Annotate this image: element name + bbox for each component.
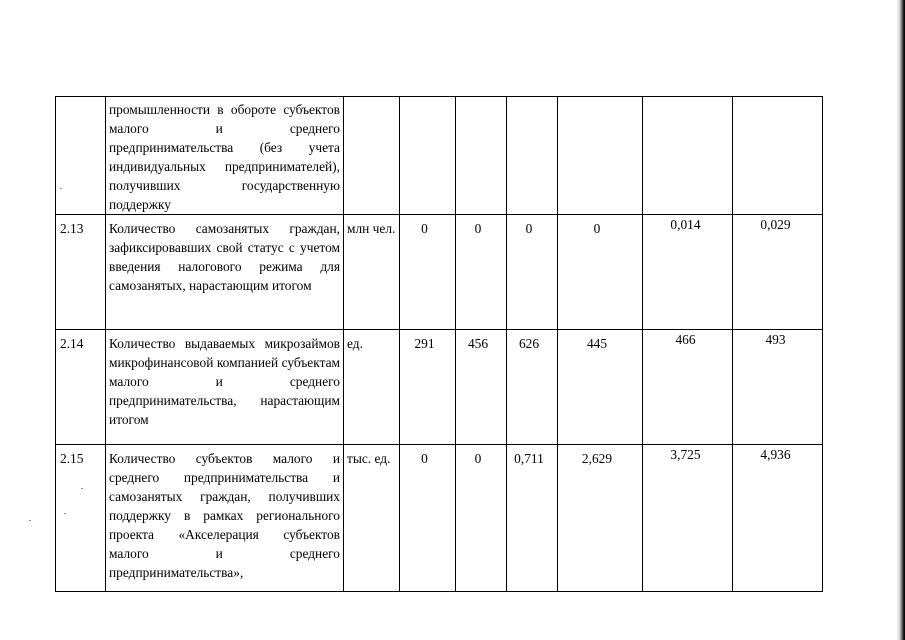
value-cell xyxy=(456,97,507,215)
value-cell xyxy=(507,97,558,215)
row-number: 2.13 xyxy=(56,215,106,330)
row-number: 2.15 xyxy=(56,445,106,592)
value-cell: 4,936 xyxy=(733,445,823,592)
unit-cell: млн чел. xyxy=(344,215,400,330)
scan-speck xyxy=(60,188,62,189)
indicator-name: Количество субъектов малого и среднего предпринимательства и самозанятых граждан, получивших поддержку в рамках регионального проекта «Акселерация субъектов малого и среднего предпринимательства», xyxy=(106,445,344,592)
value-cell: 456 xyxy=(456,330,507,445)
indicator-name: Количество выдаваемых микрозаймов микрофинансовой компанией субъектам малого и среднего предпринимательства, нарастающим итогом xyxy=(106,330,344,445)
value-cell: 0 xyxy=(507,215,558,330)
value-cell xyxy=(733,97,823,215)
value-cell: 0 xyxy=(456,445,507,592)
value-cell: 0,711 xyxy=(507,445,558,592)
value-cell xyxy=(400,97,456,215)
table-row xyxy=(56,215,823,330)
row-number: 2.14 xyxy=(56,330,106,445)
scan-speck xyxy=(64,513,66,514)
value-cell: 0 xyxy=(558,215,643,330)
value-cell: 0,029 xyxy=(733,215,823,330)
value-cell: 0 xyxy=(400,445,456,592)
value-cell: 466 xyxy=(643,330,733,445)
scan-speck xyxy=(29,520,31,521)
indicator-name: промышленности в обороте субъектов малого и среднего предпринимательства (без учета индивидуальных предпринимателей), получивших государственную поддержку xyxy=(106,97,344,215)
value-cell: 0 xyxy=(400,215,456,330)
unit-cell xyxy=(344,97,400,215)
value-cell: 493 xyxy=(733,330,823,445)
value-cell: 2,629 xyxy=(558,445,643,592)
value-cell: 291 xyxy=(400,330,456,445)
indicator-name: Количество самозанятых граждан, зафиксировавших свой статус с учетом введения налогового режима для самозанятых, нарастающим итогом xyxy=(106,215,344,330)
unit-cell: ед. xyxy=(344,330,400,445)
table-row xyxy=(56,97,823,215)
value-cell xyxy=(558,97,643,215)
value-cell: 445 xyxy=(558,330,643,445)
value-cell xyxy=(643,97,733,215)
scan-speck xyxy=(81,488,83,489)
table-row xyxy=(56,330,823,445)
value-cell: 3,725 xyxy=(643,445,733,592)
unit-cell: тыс. ед. xyxy=(344,445,400,592)
scan-page-edge xyxy=(896,0,905,640)
table-row xyxy=(56,445,823,592)
indicators-table xyxy=(55,96,823,592)
value-cell: 0 xyxy=(456,215,507,330)
value-cell: 626 xyxy=(507,330,558,445)
row-number xyxy=(56,97,106,215)
value-cell: 0,014 xyxy=(643,215,733,330)
